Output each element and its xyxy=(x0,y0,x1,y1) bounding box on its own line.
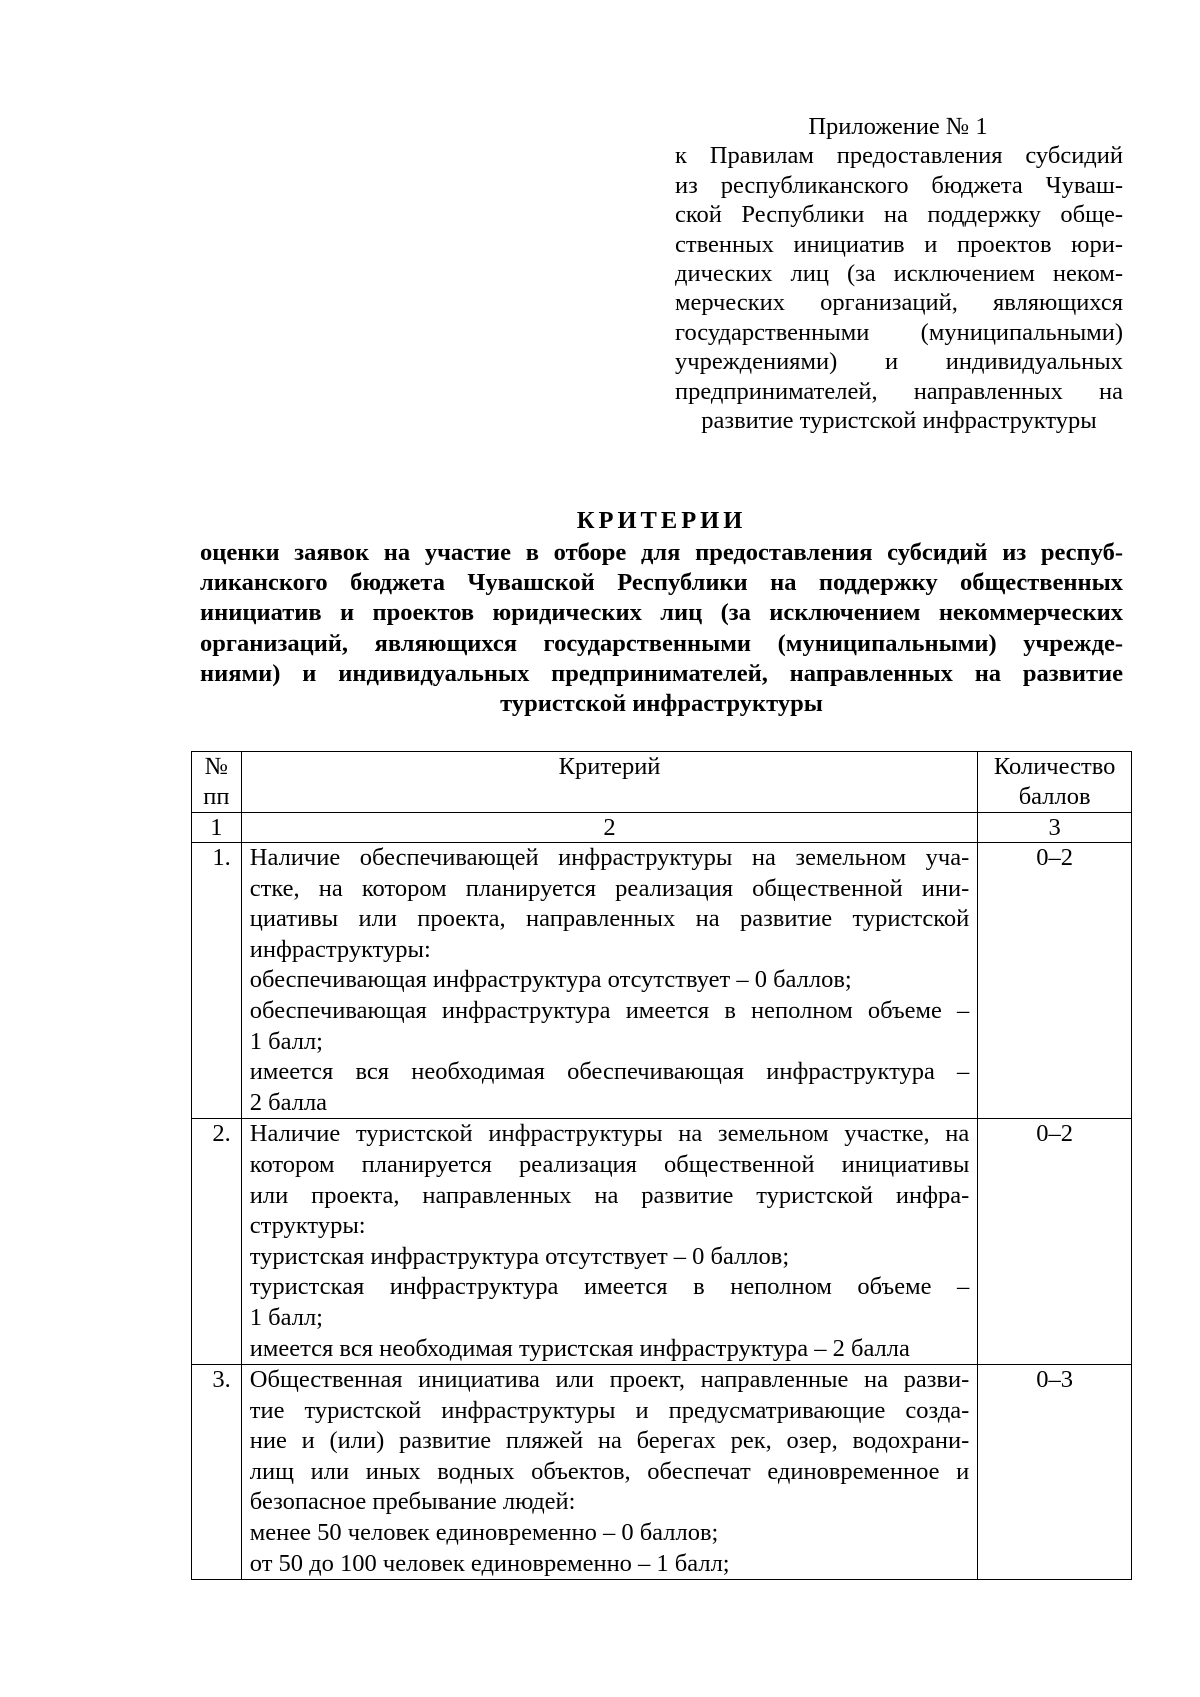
appendix-line: мерческих организаций, являющихся xyxy=(675,289,1123,317)
criterion-line: 1 балл; xyxy=(249,1027,323,1055)
subtitle-last-line: туристской инфраструктуры xyxy=(500,690,823,718)
criterion-line: структуры: xyxy=(249,1212,366,1240)
criterion-line: циативы или проекта, направленных на развитие туристской xyxy=(249,905,970,933)
criterion-line: безопасное пребывание людей: xyxy=(249,1488,576,1516)
appendix-last-line: развитие туристской инфраструктуры xyxy=(701,407,1097,435)
subtitle-line: инициатив и проектов юридических лиц (за исключением некоммерческих xyxy=(200,599,1123,627)
subtitle-line: оценки заявок на участие в отборе для предоставления субсидий из респуб- xyxy=(200,539,1123,566)
criterion-line: от 50 до 100 человек единовременно – 1 балл; xyxy=(249,1549,730,1577)
criterion-line: туристская инфраструктура имеется в неполном объеме – xyxy=(249,1273,970,1301)
criterion-line: имеется вся необходимая обеспечивающая инфраструктура – xyxy=(249,1058,970,1086)
criterion-line: 2 балла xyxy=(249,1088,328,1116)
criterion-line: лищ или иных водных объектов, обеспечат единовременное и xyxy=(249,1457,970,1485)
criterion-line: имеется вся необходимая туристская инфраструктура – 2 балла xyxy=(249,1334,910,1362)
header-num xyxy=(192,752,242,813)
column-number: 3 xyxy=(978,813,1132,843)
criterion-line: котором планируется реализация общественной инициативы xyxy=(249,1150,970,1178)
appendix-line: ственных инициатив и проектов юри- xyxy=(675,230,1123,258)
criterion-line: обеспечивающая инфраструктура отсутствует – 0 баллов; xyxy=(249,966,852,994)
header-score-line2: баллов xyxy=(1018,783,1091,810)
header-score-line1: Количество xyxy=(993,753,1116,780)
table-row xyxy=(192,1119,1132,1365)
subtitle-line: ниями) и индивидуальных предпринимателей, направленных на развитие xyxy=(200,659,1123,687)
table-row xyxy=(192,1365,1132,1580)
appendix-line: государственными (муниципальными) xyxy=(675,318,1123,346)
criteria-table xyxy=(191,751,1132,1580)
column-number: 2 xyxy=(241,813,977,843)
criterion-line: обеспечивающая инфраструктура имеется в неполном объеме – xyxy=(249,996,970,1024)
row-index: 2. xyxy=(192,1119,242,1365)
row-index: 3. xyxy=(192,1365,242,1580)
criterion-line: туристская инфраструктура отсутствует – 0 баллов; xyxy=(249,1242,790,1270)
criterion-line: Наличие обеспечивающей инфраструктуры на земельном уча- xyxy=(249,844,970,871)
column-number-row xyxy=(192,813,1132,843)
document-subtitle xyxy=(200,538,1123,719)
criterion-line: тие туристской инфраструктуры и предусматривающие созда- xyxy=(249,1396,970,1424)
header-num-line1: № xyxy=(204,753,229,780)
appendix-line: учреждениями) и индивидуальных xyxy=(675,348,1123,376)
criterion-line: стке, на котором планируется реализация общественной ини- xyxy=(249,874,970,902)
subtitle-line: организаций, являющихся государственными (муниципальными) учрежде- xyxy=(200,629,1123,657)
appendix-line: ской Республики на поддержку обще- xyxy=(675,201,1123,229)
appendix-number: Приложение № 1 xyxy=(808,113,988,140)
appendix-line: из республиканского бюджета Чуваш- xyxy=(675,171,1123,199)
criterion-line: Наличие туристской инфраструктуры на земельном участке, на xyxy=(249,1120,970,1148)
document-title: КРИТЕРИИ xyxy=(576,507,747,534)
row-criterion xyxy=(241,843,977,1119)
header-num-line2: пп xyxy=(203,783,230,810)
row-index: 1. xyxy=(192,843,242,1119)
subtitle-line: ликанского бюджета Чувашской Республики на поддержку общественных xyxy=(200,569,1123,597)
criterion-line: менее 50 человек единовременно – 0 баллов; xyxy=(249,1519,719,1547)
appendix-line: предпринимателей, направленных на xyxy=(675,377,1123,405)
criterion-line: 1 балл; xyxy=(249,1303,323,1331)
header-score xyxy=(978,752,1132,813)
table-row xyxy=(192,843,1132,1119)
appendix-line: к Правилам предоставления субсидий xyxy=(675,142,1123,170)
appendix-line: дических лиц (за исключением неком- xyxy=(675,260,1123,288)
criterion-line: Общественная инициатива или проект, направленные на разви- xyxy=(249,1366,970,1394)
appendix-text xyxy=(675,141,1123,406)
row-criterion xyxy=(241,1119,977,1365)
criterion-line: или проекта, направленных на развитие туристской инфра- xyxy=(249,1181,970,1209)
criterion-line: ние и (или) развитие пляжей на берегах рек, озер, водохрани- xyxy=(249,1427,970,1455)
column-number: 1 xyxy=(192,813,242,843)
table-header-row xyxy=(192,752,1132,813)
row-criterion xyxy=(241,1365,977,1580)
criterion-line: инфраструктуры: xyxy=(249,935,431,963)
header-criterion: Критерий xyxy=(241,752,977,813)
row-score: 0–2 xyxy=(978,843,1132,1119)
appendix-block xyxy=(675,112,1123,435)
row-score: 0–3 xyxy=(978,1365,1132,1580)
row-score: 0–2 xyxy=(978,1119,1132,1365)
